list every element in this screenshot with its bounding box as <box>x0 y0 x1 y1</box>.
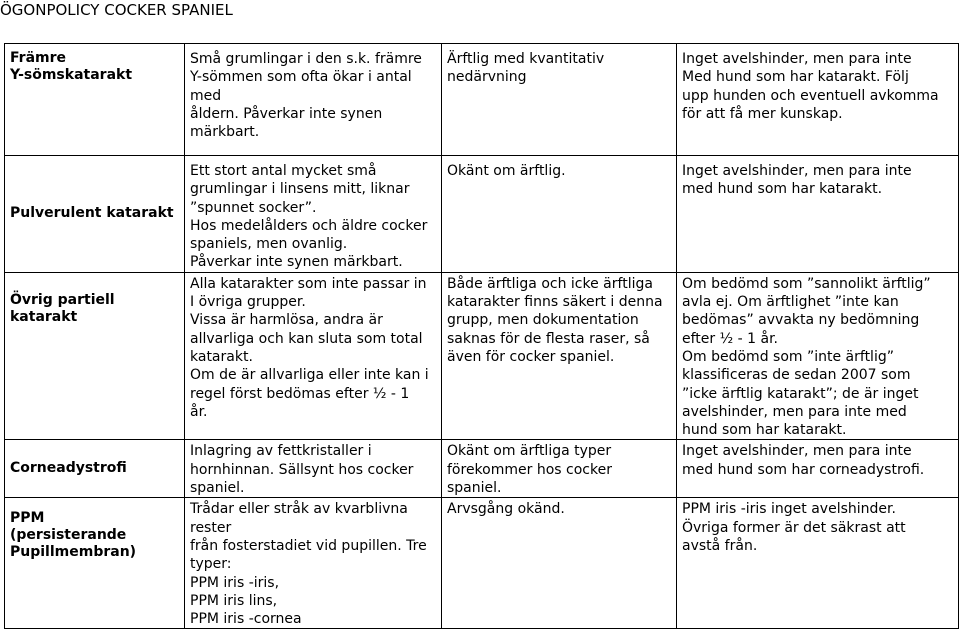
recommendation-text: Inget avelshinder, men para inte Med hund som har katarakt. Följ upp hunden och eventuell avkomma för att få mer kunskap. <box>682 51 939 122</box>
condition-name <box>5 272 185 440</box>
page-title: ÖGONPOLICY COCKER SPANIEL <box>0 1 233 19</box>
condition-label: Pulverulent katarakt <box>10 205 174 222</box>
condition-name: Främre Y-sömskatarakt <box>5 44 185 156</box>
heredity-text: Både ärftliga och icke ärftliga katarakter finns säkert i denna grupp, men dokumentation saknas för de flesta raser, så även för cocker spaniel. <box>447 275 663 365</box>
table-row <box>5 156 959 273</box>
heredity-text: Ärftlig med kvantitativ nedärvning <box>447 51 605 86</box>
recommendation-cell <box>677 156 959 273</box>
eye-policy-table <box>4 43 959 629</box>
recommendation-cell <box>677 498 959 629</box>
table-row <box>5 44 959 156</box>
condition-label: Övrig partiell katarakt <box>10 291 115 325</box>
condition-name <box>5 498 185 629</box>
condition-label: PPM (persisterande Pupillmembran) <box>10 510 137 561</box>
description-cell <box>185 44 442 156</box>
condition-name <box>5 440 185 498</box>
description-text: Ett stort antal mycket små grumlingar i linsens mitt, liknar ”spunnet socker”. Hos medelålders och äldre cocker spaniels, men ovanlig. Påverkar inte synen märkbart. <box>190 163 428 271</box>
recommendation-cell <box>677 272 959 440</box>
heredity-text: Arvsgång okänd. <box>447 501 565 518</box>
heredity-cell <box>442 498 677 629</box>
description-cell <box>185 440 442 498</box>
description-cell <box>185 498 442 629</box>
heredity-text: Okänt om ärftlig. <box>447 163 566 179</box>
description-cell <box>185 156 442 273</box>
description-text: Inlagring av fettkristaller i hornhinnan. Sällsynt hos cocker spaniel. <box>190 443 414 497</box>
recommendation-cell <box>677 440 959 498</box>
condition-name <box>5 156 185 273</box>
heredity-text: Okänt om ärftliga typer förekommer hos cocker spaniel. <box>447 443 612 497</box>
description-text: Små grumlingar i den s.k. främre Y-sömmen som ofta ökar i antal med åldern. Påverkar inte synen märkbart. <box>190 51 422 141</box>
table-row <box>5 440 959 498</box>
description-cell <box>185 272 442 440</box>
recommendation-text: PPM iris -iris inget avelshinder. Övriga former är det säkrast att avstå från. <box>682 501 906 554</box>
description-text: Alla katarakter som inte passar in I övriga grupper. Vissa är harmlösa, andra är allvarliga och kan sluta som total katarakt. Om de är allvarliga eller inte kan i regel först bedömas efter ½ - 1 år. <box>190 275 429 420</box>
condition-label: Corneadystrofi <box>10 460 127 477</box>
recommendation-text: Inget avelshinder, men para inte med hund som har corneadystrofi. <box>682 443 925 478</box>
heredity-cell <box>442 44 677 156</box>
heredity-cell <box>442 156 677 273</box>
table-row <box>5 272 959 440</box>
recommendation-text: Inget avelshinder, men para inte med hund som har katarakt. <box>682 163 912 198</box>
heredity-cell <box>442 440 677 498</box>
recommendation-cell <box>677 44 959 156</box>
recommendation-text: Om bedömd som ”sannolikt ärftlig” avla ej. Om ärftlighet ”inte kan bedömas” avvakta ny bedömning efter ½ - 1 år. Om bedömd som ”inte ärftlig” klassificeras de sedan 2007 som ”icke ärftlig katarakt”; de är inget avelshinder, men para inte med hund som har katarakt. <box>682 275 931 439</box>
table-row <box>5 498 959 629</box>
description-text: Trådar eller stråk av kvarblivna rester från fosterstadiet vid pupillen. Tre typer: PPM iris -iris, PPM iris lins, PPM iris -cornea <box>190 501 427 628</box>
heredity-cell <box>442 272 677 440</box>
